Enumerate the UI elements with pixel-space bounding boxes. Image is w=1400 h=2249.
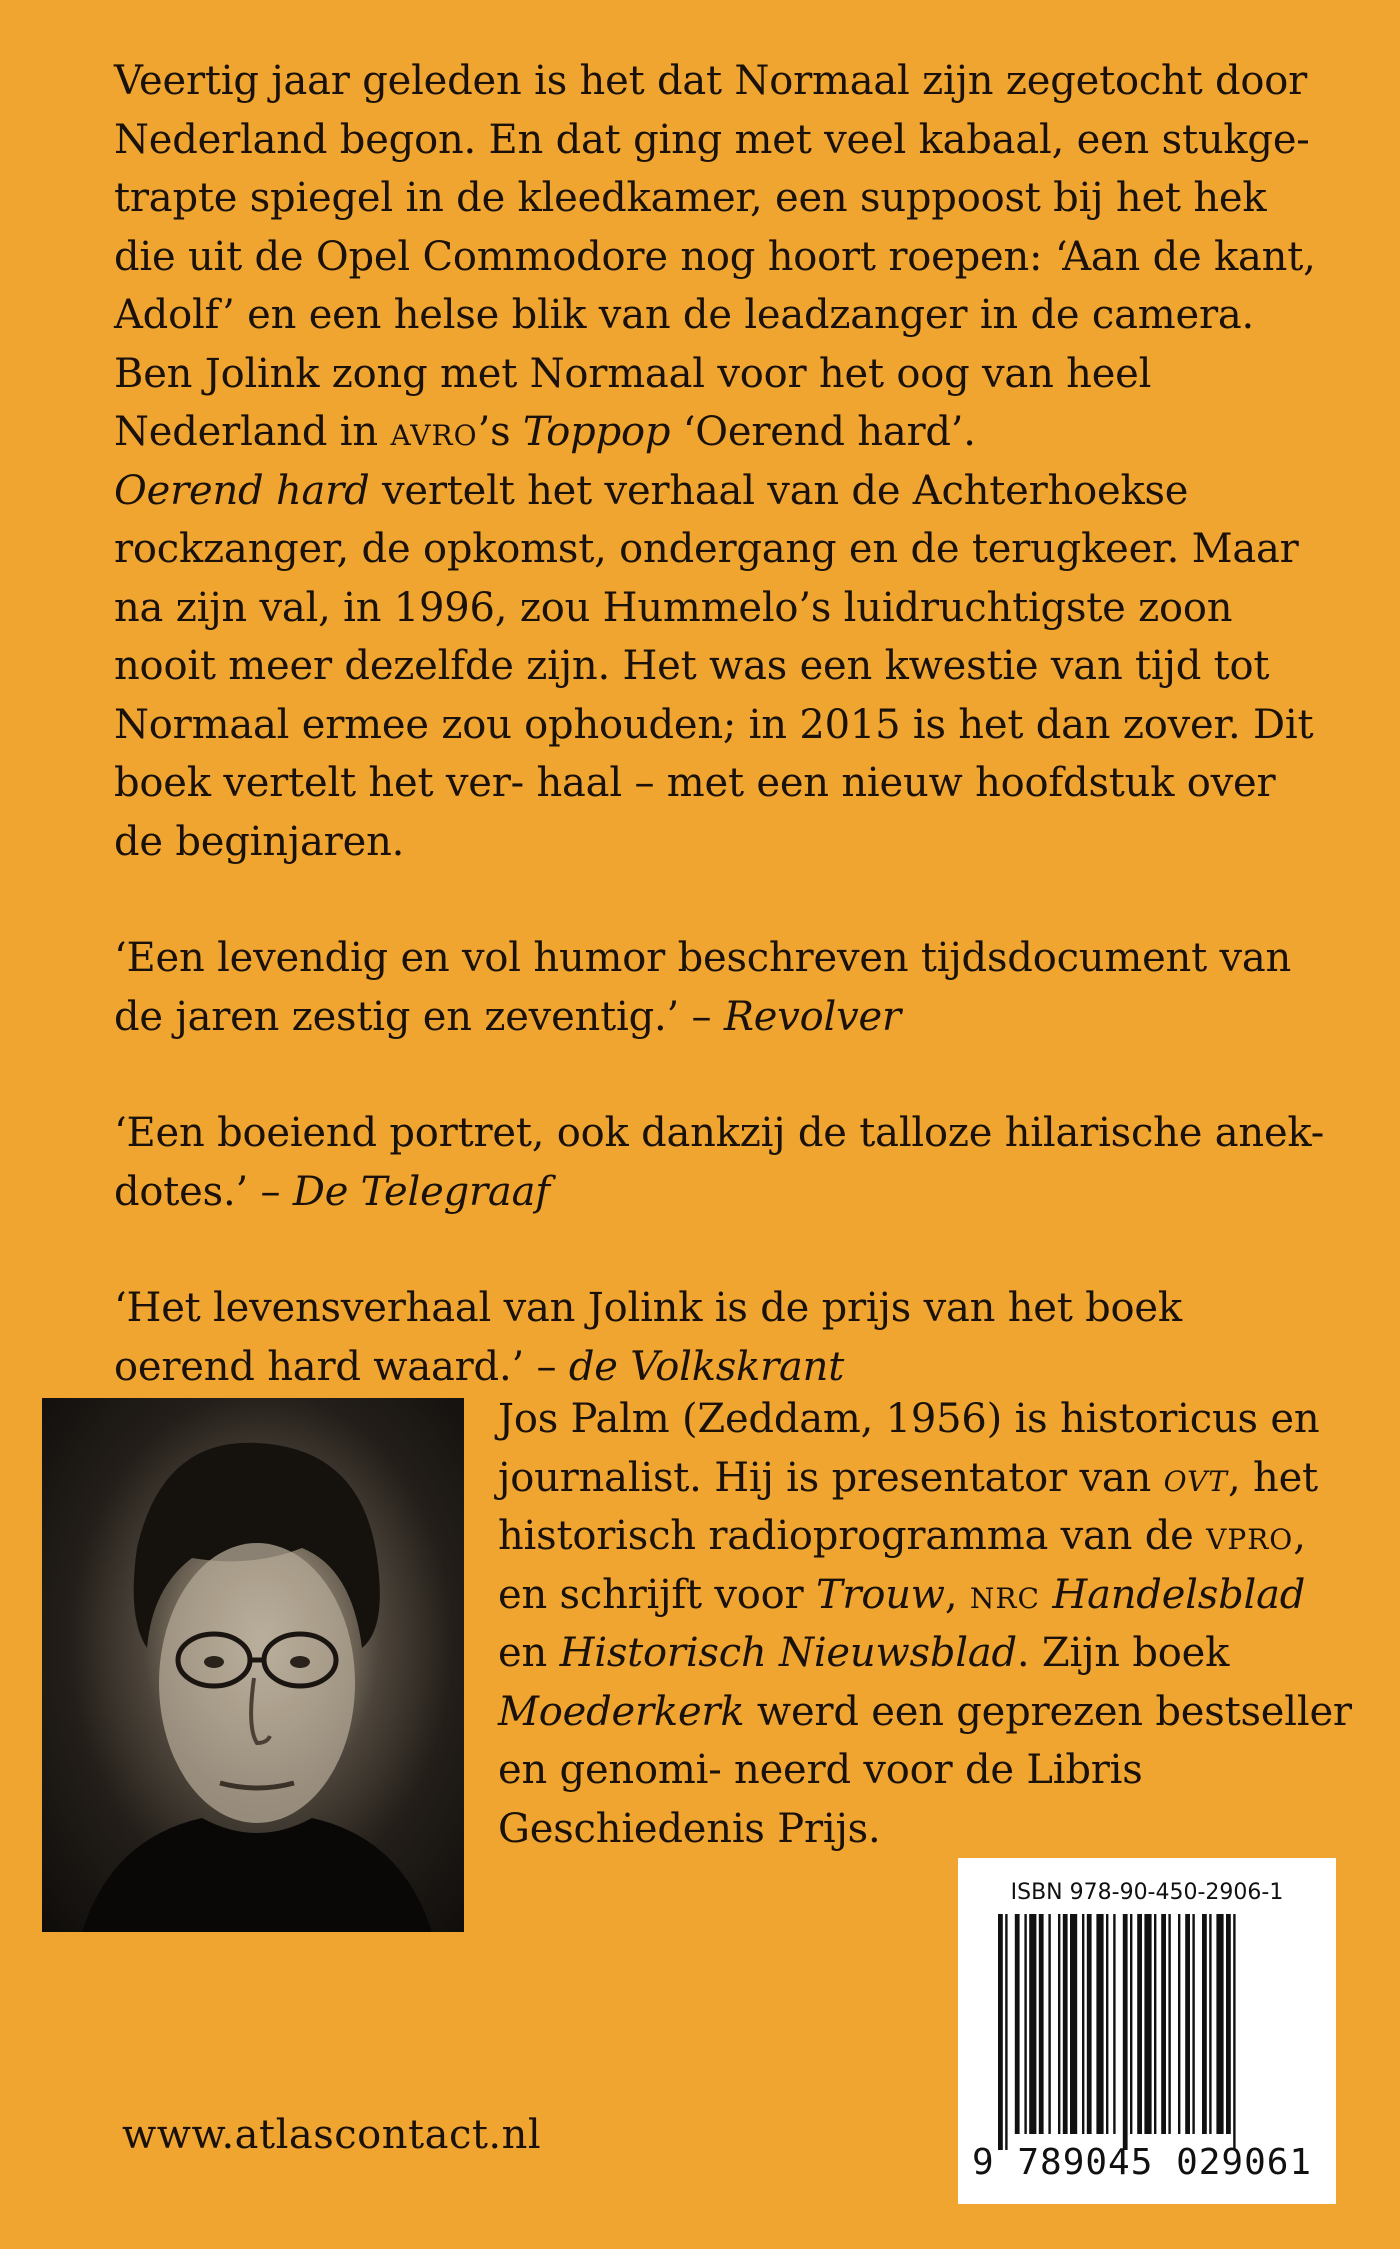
- barcode-bars: [998, 1914, 1294, 2150]
- summary-text: vertelt het verhaal van de Achterhoekse rockzanger, de opkomst, ondergang en de terugkeer. Maar na zijn val, in 1996, zou Hummelo’s luidruchtigste zoon nooit meer dezelfde zijn. Het was een kwestie van tijd tot Normaal ermee zou ophouden; in 2015 is het dan zover. Dit boek vertelt het ver- haal – met een nieuw hoofdstuk over de beginjaren.: [114, 467, 1314, 865]
- barcode-bar: [1130, 1914, 1132, 2134]
- barcode-bar: [1096, 1914, 1103, 2134]
- barcode-bar: [1039, 1914, 1044, 2134]
- review-quote-3: [114, 1279, 1334, 1396]
- nrc-abbr: nrc: [969, 1571, 1040, 1618]
- bio-text: en: [498, 1630, 560, 1676]
- author-bio: [498, 1390, 1358, 1858]
- bio-paragraph: [498, 1390, 1358, 1858]
- quote-text: ‘Een levendig en vol humor beschreven tijdsdocument van de jaren zestig en zeventig.’ –: [114, 935, 1292, 1040]
- vpro-abbr: vpro: [1206, 1513, 1294, 1559]
- bio-text: Jos Palm (Zeddam, 1956) is historicus en journalist. Hij is presentator van: [498, 1396, 1320, 1501]
- barcode-bar: [1154, 1914, 1156, 2134]
- barcode-bar: [1123, 1914, 1128, 2150]
- author-photo: [42, 1398, 464, 1932]
- isbn-barcode: [958, 1858, 1336, 2204]
- barcode-bar: [1209, 1914, 1211, 2134]
- barcode-bar: [1202, 1914, 1207, 2134]
- barcode-bar: [1226, 1914, 1231, 2134]
- bio-text: [1040, 1572, 1053, 1618]
- barcode-bar: [1106, 1914, 1108, 2134]
- bio-text: , en schrijft voor: [498, 1513, 1306, 1618]
- barcode-bar: [1137, 1914, 1142, 2134]
- toppop-title: Toppop: [522, 409, 671, 455]
- barcode-bar: [1178, 1914, 1180, 2134]
- bio-text: ,: [944, 1571, 970, 1618]
- book-title-italic: Oerend hard: [114, 467, 370, 514]
- intro-text-b: ’s: [477, 409, 523, 455]
- intro-paragraph: [114, 52, 1334, 462]
- barcode-bar: [998, 1914, 1003, 2150]
- barcode-bar: [1029, 1914, 1036, 2134]
- bio-text: werd een geprezen bestseller en genomi- neerd voor de Libris Geschiedenis Prijs.: [498, 1688, 1352, 1852]
- review-quote-1: [114, 929, 1334, 1046]
- barcode-bar: [1005, 1914, 1007, 2150]
- barcode-bar: [1192, 1914, 1194, 2134]
- quote-text: ‘Een boeiend portret, ook dankzij de talloze hilarische anek- dotes.’ –: [114, 1110, 1325, 1215]
- review-quote-2: [114, 1104, 1334, 1221]
- barcode-bar: [1144, 1914, 1151, 2134]
- barcode-bar: [1058, 1914, 1060, 2134]
- barcode-bar: [1024, 1914, 1026, 2134]
- summary-paragraph: [114, 462, 1334, 872]
- barcode-bar: [1015, 1914, 1020, 2134]
- handelsblad-title: Handelsblad: [1052, 1571, 1306, 1618]
- intro-text-c: ‘Oerend hard’.: [670, 409, 976, 455]
- trouw-title: Trouw: [815, 1571, 945, 1618]
- ean-digits: 9 789045 029061: [972, 2142, 1313, 2183]
- barcode-bar: [1216, 1914, 1223, 2134]
- barcode-bar: [1161, 1914, 1166, 2134]
- bio-text: . Zijn boek: [1016, 1630, 1230, 1676]
- barcode-bar: [1185, 1914, 1190, 2134]
- quote-text: ‘Het levensverhaal van Jolink is de prijs van het boek oerend hard waard.’ –: [114, 1285, 1182, 1390]
- intro-text: Veertig jaar geleden is het dat Normaal zijn zegetocht door Nederland begon. En dat ging met veel kabaal, een stukge- trapte spiegel in de kleedkamer, een suppoost bij het hek die uit de Opel Commodore nog hoort roepen: ‘Aan de kant, Adolf’ en een helse blik van de leadzanger in de camera. Ben Jolink zong met Normaal voor het oog van heel Nederland in: [114, 58, 1316, 455]
- barcode-bar: [1168, 1914, 1170, 2134]
- quote-source: de Volkskrant: [568, 1343, 845, 1390]
- quote-source: De Telegraaf: [292, 1168, 550, 1215]
- barcode-bar: [1048, 1914, 1050, 2134]
- barcode-bar: [1233, 1914, 1235, 2150]
- avro-abbr: avro: [390, 409, 478, 455]
- barcode-bar: [1082, 1914, 1084, 2134]
- moederkerk-title: Moederkerk: [498, 1688, 745, 1735]
- back-cover-blurb: [114, 52, 1334, 1396]
- barcode-bar: [1063, 1914, 1068, 2134]
- barcode-bar: [1113, 1914, 1115, 2134]
- publisher-website: www.atlascontact.nl: [122, 2112, 542, 2158]
- barcode-bar: [1070, 1914, 1077, 2134]
- quote-source: Revolver: [723, 993, 901, 1040]
- bio-text: , het historisch radioprogramma van de: [498, 1454, 1318, 1559]
- ovt-abbr: ovt: [1163, 1454, 1228, 1501]
- isbn-label: ISBN 978-90-450-2906-1: [1010, 1880, 1284, 1905]
- barcode-bar: [1087, 1914, 1092, 2134]
- historisch-nieuwsblad-title: Historisch Nieuwsblad: [559, 1630, 1017, 1676]
